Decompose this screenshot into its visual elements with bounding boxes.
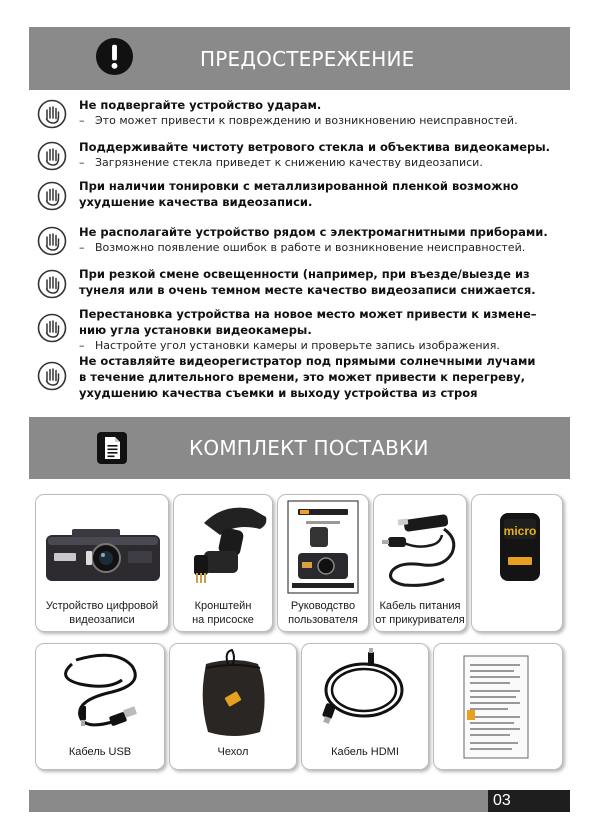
warning-detail: – Это может привести к повреждению и возникновению неисправностей.: [79, 114, 518, 127]
card-label: Руководство: [290, 600, 356, 612]
kit-card-pouch: [169, 643, 297, 770]
warning-heading: Не располагайте устройство рядом с электромагнитными приборами.: [79, 225, 548, 239]
page-footer: [29, 790, 570, 812]
kit-card-warranty: [433, 643, 563, 770]
usb-cable-icon: [36, 644, 165, 744]
warning-heading-cont: в течение длительного времени, это может привести к перегреву,: [79, 370, 526, 384]
kit-card-manual: [277, 494, 369, 632]
card-label: Кабель питания: [379, 600, 461, 612]
card-label: Чехол: [217, 746, 249, 758]
warning-detail: – Загрязнение стекла приведет к снижению качеству видеозаписи.: [79, 156, 483, 169]
warning-heading: При резкой смене освещенности (например, при въезде/выезде из: [79, 267, 530, 281]
hand-stop-icon: [37, 141, 67, 171]
warning-detail: – Возможно появление ошибок в работе и возникновение неисправностей.: [79, 241, 526, 254]
card-label: Кабель USB: [68, 746, 132, 758]
warning-heading-cont: ухудшению качества съемки и выходу устройства из строя: [79, 386, 478, 400]
kit-card-hdmi: [301, 643, 429, 770]
hand-stop-icon: [37, 313, 67, 343]
warning-heading-cont: нию угла установки видеокамеры.: [79, 323, 312, 337]
kit-card-microsd: [471, 494, 563, 632]
kit-banner: [29, 417, 570, 479]
page-number: 03: [488, 790, 570, 812]
warning-detail: – Настройте угол установки камеры и проверьте запись изображения.: [79, 339, 500, 352]
kit-card-dashcam: [35, 494, 169, 632]
document-icon: [97, 432, 127, 464]
hand-stop-icon: [37, 99, 67, 129]
card-label: видеозаписи: [69, 614, 135, 626]
card-label: от прикуривателя: [375, 614, 465, 626]
hdmi-cable-icon: [302, 644, 429, 744]
hand-stop-icon: [37, 226, 67, 256]
kit-card-mount: [173, 494, 273, 632]
warning-title: ПРЕДОСТЕРЕЖЕНИЕ: [200, 46, 415, 71]
card-label: пользователя: [288, 614, 358, 626]
exclamation-icon: [95, 37, 134, 76]
warning-heading: Не подвергайте устройство ударам.: [79, 98, 322, 112]
dashcam-icon: [36, 495, 169, 595]
card-label: Кронштейн: [194, 600, 252, 612]
kit-title: КОМПЛЕКТ ПОСТАВКИ: [189, 436, 429, 460]
microsd-card-icon: [472, 495, 563, 595]
warning-banner: [29, 27, 570, 90]
warning-heading-cont: тунеля или в очень темном месте качество видеозаписи снижается.: [79, 283, 536, 297]
card-label: Устройство цифровой: [45, 600, 159, 612]
warning-heading: При наличии тонировки с металлизированной пленкой возможно: [79, 179, 519, 193]
warning-heading-cont: ухудшение качества видеозаписи.: [79, 195, 313, 209]
warning-heading: Перестановка устройства на новое место может привести к измене–: [79, 307, 537, 321]
pouch-icon: [170, 644, 297, 744]
kit-card-usb: [35, 643, 165, 770]
hand-stop-icon: [37, 181, 67, 211]
card-label: на присоске: [192, 614, 254, 626]
hand-stop-icon: [37, 269, 67, 299]
suction-mount-icon: [174, 495, 273, 595]
hand-stop-icon: [37, 361, 67, 391]
manual-icon: [278, 495, 369, 595]
card-label: Кабель HDMI: [331, 746, 399, 758]
car-charger-icon: [374, 495, 467, 595]
microsd-label: micro: [503, 524, 537, 538]
warning-heading: Не оставляйте видеорегистратор под прямыми солнечными лучами: [79, 354, 536, 368]
warning-heading: Поддерживайте чистоту ветрового стекла и объектива видеокамеры.: [79, 140, 551, 154]
warranty-card-icon: [434, 644, 563, 770]
kit-card-charger: [373, 494, 467, 632]
